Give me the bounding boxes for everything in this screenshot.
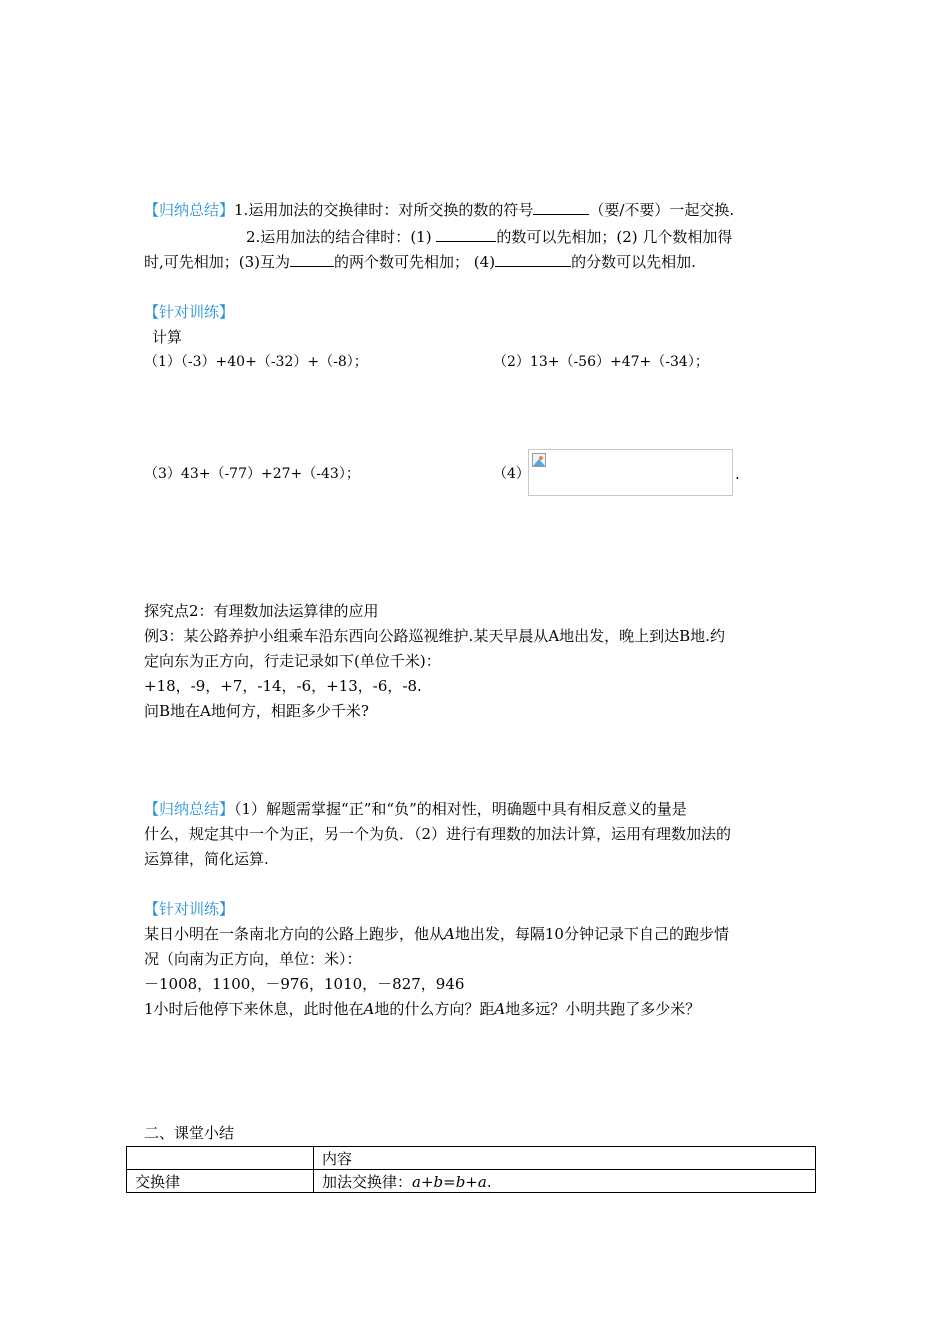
class-summary-title: 二、课堂小结 <box>144 1124 235 1142</box>
practice2-text-1b: 地出发，每隔10分钟记录下自己的跑步情 <box>454 925 729 943</box>
practice2-line2: 况（向南为正方向，单位：米）： <box>144 950 362 968</box>
answer-blank[interactable] <box>533 200 589 215</box>
law-label: 加法交换律： <box>322 1172 413 1191</box>
practice2-text-4c: 地多远？小明共跑了多少米？ <box>505 1000 701 1018</box>
summary1-line3 <box>144 252 696 272</box>
summary2-text-1: （1）解题需掌握“正”和“负”的相对性，明确题中具有相反意义的量是 <box>234 800 687 818</box>
variable-a: A <box>444 925 455 943</box>
variable-a: A <box>363 1000 375 1018</box>
table-row <box>127 1147 816 1170</box>
summary1-text-2a: 2.运用加法的结合律时：(1) <box>246 228 437 246</box>
table-cell-law-name: 交换律 <box>127 1170 314 1193</box>
question-2: （2）13+（-56）+47+（-34）； <box>493 354 709 370</box>
practice2-line1 <box>144 924 729 944</box>
answer-blank[interactable] <box>290 252 334 267</box>
law-formula: a+b=b+a <box>412 1172 487 1191</box>
variable-a: A <box>494 1000 506 1018</box>
summary1-line1 <box>144 200 734 220</box>
answer-blank[interactable] <box>436 227 496 242</box>
example3-line2: 定向东为正方向，行走记录如下(单位千米)： <box>144 652 441 670</box>
table-row <box>127 1170 816 1193</box>
practice2-text-4a: 1小时后他停下来休息，此时他在 <box>144 1000 364 1018</box>
table-header-cell <box>127 1147 314 1170</box>
practice2-line4 <box>144 999 700 1019</box>
practice2-line3: －1008，1100，－976，1010，－827，946 <box>144 975 465 993</box>
question-4-period: . <box>735 465 740 483</box>
table-header-cell: 内容 <box>314 1147 816 1170</box>
summary1-text-3a: 时,可先相加；(3)互为 <box>144 253 291 271</box>
table-cell-law-content <box>314 1170 816 1193</box>
summary1-text-3b: 的两个数可先相加； (4) <box>334 253 496 271</box>
summary2-line1 <box>144 799 687 819</box>
explore2-title: 探究点2：有理数加法运算律的应用 <box>144 602 379 620</box>
example3-line4: 问B地在A地何方，相距多少千米? <box>144 702 369 720</box>
summary1-text-3c: 的分数可以先相加. <box>571 253 696 271</box>
question-4-image <box>528 449 733 496</box>
practice2-text-4b: 地的什么方向？距 <box>374 1000 495 1018</box>
summary-table <box>126 1146 816 1193</box>
summary2-line2: 什么，规定其中一个为正，另一个为负．（2）进行有理数的加法计算，运用有理数加法的 <box>144 825 732 843</box>
question-1: （1）（-3）+40+（-32）+（-8）； <box>144 354 368 370</box>
question-3: （3）43+（-77）+27+（-43）； <box>144 466 360 482</box>
practice1-tag: 【针对训练】 <box>144 303 235 321</box>
summary1-line2 <box>246 227 732 247</box>
summary2-tag: 【归纳总结】 <box>144 800 235 818</box>
practice2-tag: 【针对训练】 <box>144 900 235 918</box>
broken-image-icon <box>532 453 546 467</box>
example3-line1: 例3：某公路养护小组乘车沿东西向公路巡视维护.某天早晨从A地出发，晚上到达B地.约 <box>144 627 725 645</box>
summary1-text-1a: 1.运用加法的交换律时：对所交换的数的符号 <box>234 201 534 219</box>
summary1-text-1b: （要/不要）一起交换. <box>589 201 735 219</box>
practice1-heading: 计算 <box>152 328 183 346</box>
law-period: . <box>486 1172 492 1191</box>
example3-line3: +18，-9，+7，-14，-6，+13，-6，-8. <box>144 677 422 695</box>
summary1-tag: 【归纳总结】 <box>144 201 235 219</box>
answer-blank[interactable] <box>495 252 571 267</box>
question-4: （4） <box>493 466 530 482</box>
summary2-line3: 运算律，简化运算. <box>144 850 269 868</box>
summary1-text-2b: 的数可以先相加；(2) 几个数相加得 <box>496 228 733 246</box>
practice2-text-1a: 某日小明在一条南北方向的公路上跑步，他从 <box>144 925 445 943</box>
